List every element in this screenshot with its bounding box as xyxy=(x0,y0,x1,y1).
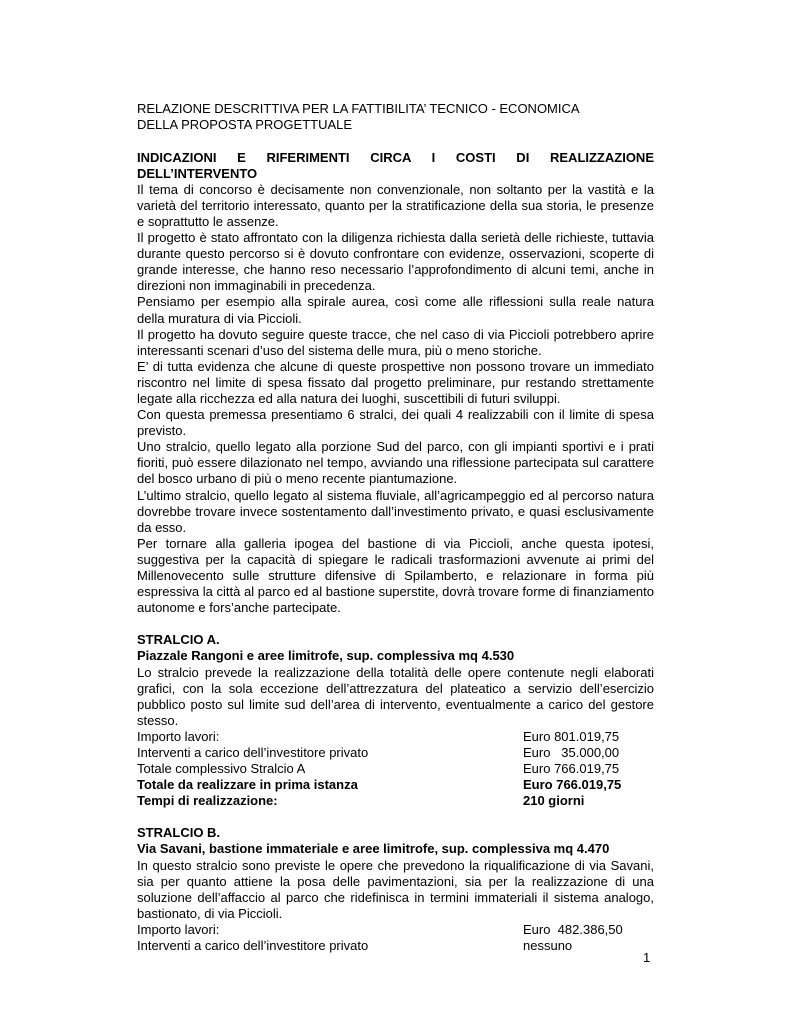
page-number: 1 xyxy=(643,950,651,965)
title-line-1: RELAZIONE DESCRITTIVA PER LA FATTIBILITA’ TECNICO - ECONOMICA xyxy=(137,101,580,116)
paragraph: Il progetto è stato affrontato con la diligenza richiesta dalla serietà delle richieste, tuttavia durante questo percorso si è dovuto confrontare con evidenze, osservazioni, scoperte di grande interesse, che hanno reso necessario l’approfondimento di alcuni temi, anche in direzioni non immaginabili in precedenza. xyxy=(137,230,654,294)
cost-value: Euro 801.019,75 xyxy=(523,728,620,744)
time-row xyxy=(137,793,654,809)
time-value: 210 giorni xyxy=(523,793,585,809)
time-label: Tempi di realizzazione: xyxy=(137,793,278,809)
paragraph: Pensiamo per esempio alla spirale aurea, così come alle riflessioni sulla reale natura della muratura di via Piccioli. xyxy=(137,294,654,326)
cost-value: nessuno xyxy=(523,938,573,953)
section-heading-line-2: DELL’INTERVENTO xyxy=(137,165,258,181)
document-page xyxy=(137,101,654,954)
section-body xyxy=(137,182,654,617)
cost-value: Euro 482.386,50 xyxy=(523,921,623,937)
cost-label: Totale complessivo Stralcio A xyxy=(137,761,306,777)
cost-value: Euro 35.000,00 xyxy=(523,744,620,760)
cost-row xyxy=(137,729,654,745)
total-value: Euro 766.019,75 xyxy=(523,777,622,793)
document-title xyxy=(137,101,654,134)
paragraph: Il progetto ha dovuto seguire queste tracce, che nel caso di via Piccioli potrebbero aprire interessanti scenari d’uso del sistema delle mura, più o meno storiche. xyxy=(137,326,654,358)
paragraph: Uno stralcio, quello legato alla porzione Sud del parco, con gli impianti sportivi e i prati fioriti, può essere dilazionato nel tempo, avviando una riflessione partecipata sul carattere del bosco urbano di più o meno recente piantumazione. xyxy=(137,439,654,487)
paragraph: Il tema di concorso è decisamente non convenzionale, non soltanto per la vastità e la varietà del territorio interessato, quanto per la stratificazione della sua storia, le presenze e soprattutto le assenze. xyxy=(137,181,654,229)
stralcio-a-description: Lo stralcio prevede la realizzazione della totalità delle opere contenute negli elaborati grafici, con la sola eccezione dell’attrezzatura del plateatico a servizio dell’esercizio pubblico posto sul limite sud dell’area di intervento, eventualmente a carico del gestore stesso. xyxy=(137,664,654,728)
total-label: Totale da realizzare in prima istanza xyxy=(137,777,358,793)
stralcio-b-description: In questo stralcio sono previste le opere che prevedono la riqualificazione di via Savani, sia per quanto attiene la posa delle pavimentazioni, sia per la realizzazione di una soluzione dell’affaccio al parco che ridefinisca in termini immateriali il sistema analogo, bastionato, di via Piccioli. xyxy=(137,857,654,921)
stralcio-a-title: STRALCIO A. xyxy=(137,632,220,648)
cost-label: Interventi a carico dell’investitore privato xyxy=(137,744,369,760)
cost-label: Interventi a carico dell’investitore privato xyxy=(137,938,369,953)
cost-label: Importo lavori: xyxy=(137,921,220,937)
stralcio-a-subtitle: Piazzale Rangoni e aree limitrofe, sup. complessiva mq 4.530 xyxy=(137,648,515,664)
total-row xyxy=(137,777,654,793)
stralcio-b-subtitle: Via Savani, bastione immateriale e aree limitrofe, sup. complessiva mq 4.470 xyxy=(137,841,610,857)
cost-value: Euro 766.019,75 xyxy=(523,761,620,777)
paragraph: Per tornare alla galleria ipogea del bastione di via Piccioli, anche questa ipotesi, suggestiva per la capacità di spiegare le radicali trasformazioni avvenute ai primi del Millenovecento sulle strutture difensive di Spilamberto, e relazionare in forma più espressiva la città al parco ed al bastione superstite, dovrà trovare forme di finanziamento autonome e fors’anche partecipate. xyxy=(137,535,654,616)
stralcio-b-title: STRALCIO B. xyxy=(137,825,221,841)
title-line-2: DELLA PROPOSTA PROGETTUALE xyxy=(137,117,353,133)
cost-label: Importo lavori: xyxy=(137,728,220,744)
cost-row xyxy=(137,761,654,777)
cost-row xyxy=(137,745,654,761)
stralcio-a-section xyxy=(137,632,654,809)
paragraph: Con questa premessa presentiamo 6 stralci, dei quali 4 realizzabili con il limite di spesa previsto. xyxy=(137,407,654,439)
cost-row xyxy=(137,922,654,938)
paragraph: E’ di tutta evidenza che alcune di queste prospettive non possono trovare un immediato riscontro nel limite di spesa fissato dal progetto preliminare, pur restando strettamente legate alla ricchezza ed alla natura dei luoghi, suscettibili di futuri sviluppi. xyxy=(137,358,654,406)
paragraph: L’ultimo stralcio, quello legato al sistema fluviale, all’agricampeggio ed al percorso natura dovrebbe trovare invece sostentamento dall’investimento privato, e quasi esclusivamente da esso. xyxy=(137,487,654,535)
stralcio-b-section xyxy=(137,825,654,954)
cost-row xyxy=(137,938,654,954)
section-heading-line-1: INDICAZIONI E RIFERIMENTI CIRCA I COSTI DI REALIZZAZIONE xyxy=(137,149,654,165)
